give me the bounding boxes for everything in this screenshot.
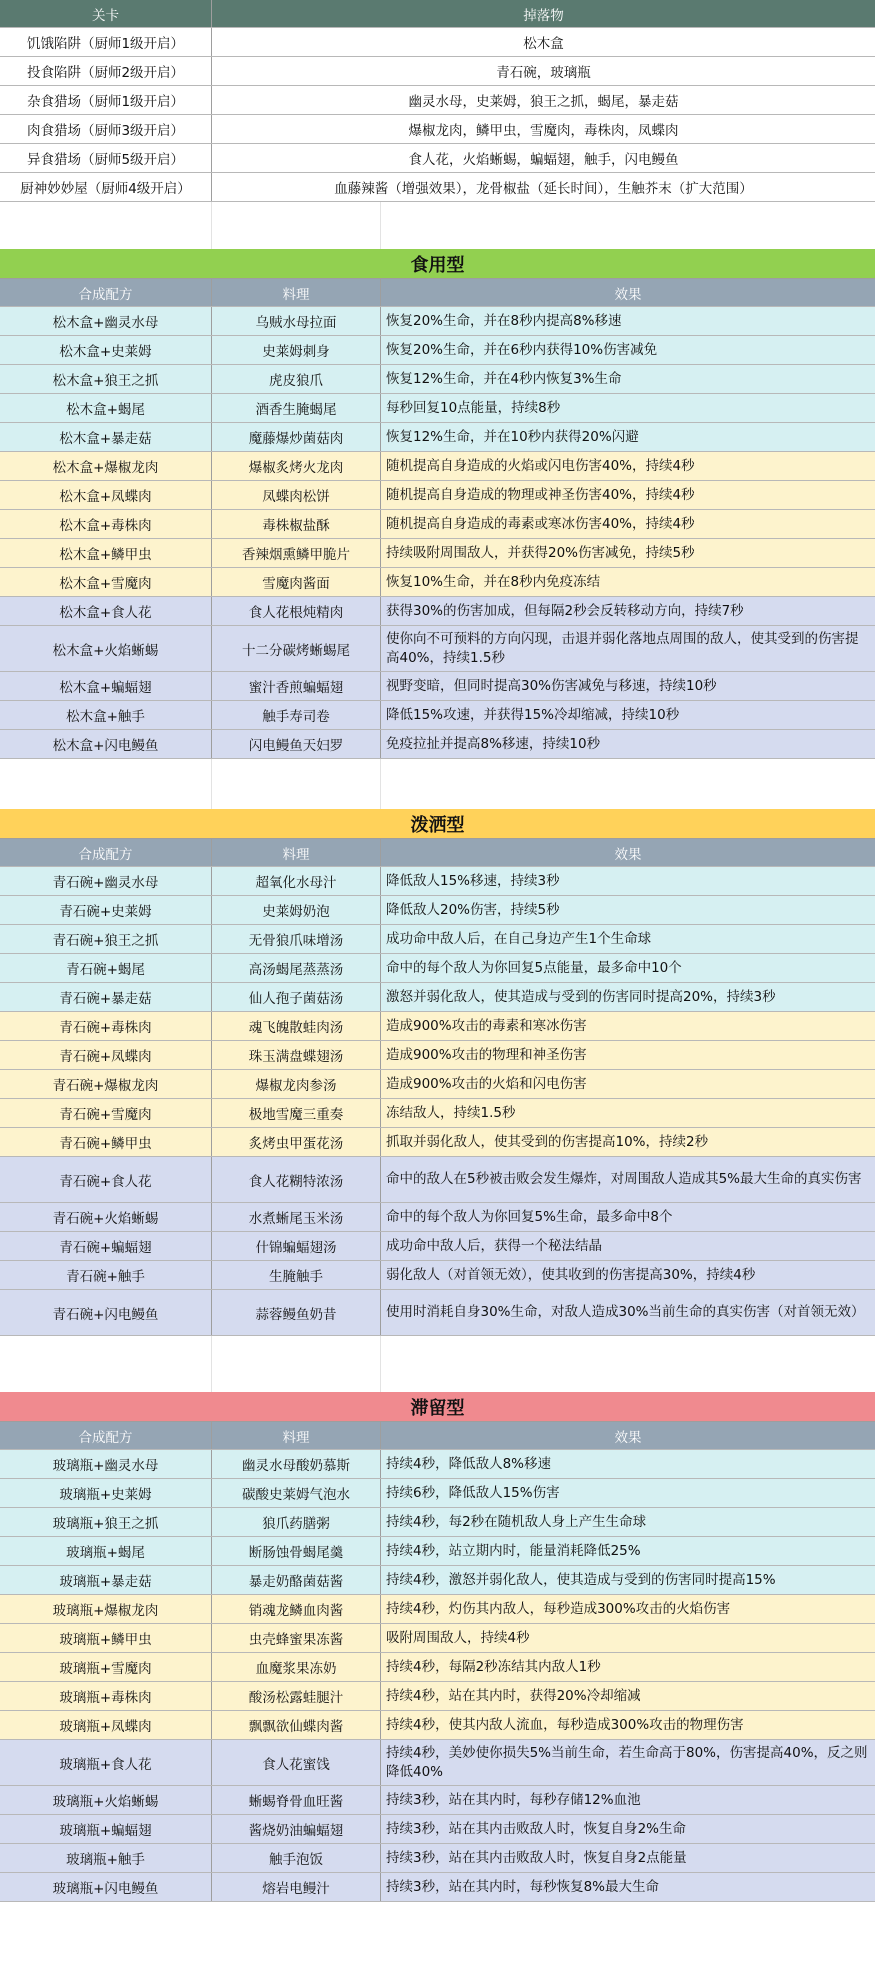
drop-table: [0, 0, 875, 202]
dish-cell: 暴走奶酪菌菇酱: [212, 1566, 381, 1594]
effect-cell: 持续4秒，美妙使你损失5%当前生命，若生命高于80%，伤害提高40%，反之则降低40%: [386, 1744, 868, 1780]
dish-cell: 幽灵水母酸奶慕斯: [212, 1450, 381, 1478]
recipe-cell: 玻璃瓶+蝙蝠翅: [0, 1815, 212, 1843]
recipe-cell: 松木盒+雪魔肉: [0, 568, 212, 596]
recipe-cell: 松木盒+凤蝶肉: [0, 481, 212, 509]
table-row: [0, 1157, 875, 1203]
table-row: [0, 307, 875, 336]
dish-cell: 飘飘欲仙蝶肉酱: [212, 1711, 381, 1739]
spacer: [0, 1336, 875, 1392]
table-row: [0, 423, 875, 452]
dish-cell: 无骨狼爪味增汤: [212, 925, 381, 953]
table-row: [0, 1070, 875, 1099]
dish-cell: 炙烤虫甲蛋花汤: [212, 1128, 381, 1156]
effect-cell: 命中的每个敌人为你回复5点能量，最多命中10个: [386, 959, 682, 976]
dish-cell: 狼爪药膳粥: [212, 1508, 381, 1536]
effect-cell: 恢复12%生命，并在4秒内恢复3%生命: [386, 370, 622, 387]
effect-cell: 持续吸附周围敌人，并获得20%伤害减免，持续5秒: [386, 544, 695, 561]
stage-name: 饥饿陷阱（厨师1级开启）: [0, 28, 212, 56]
recipe-cell: 青石碗+蝎尾: [0, 954, 212, 982]
table-row: [0, 1508, 875, 1537]
recipe-cell: 玻璃瓶+蝎尾: [0, 1537, 212, 1565]
recipe-cell: 青石碗+触手: [0, 1261, 212, 1289]
table-row: [0, 983, 875, 1012]
table-row: [0, 568, 875, 597]
effect-cell: 持续4秒，激怒并弱化敌人，使其造成与受到的伤害同时提高15%: [386, 1571, 776, 1588]
table-row: [0, 115, 875, 144]
dish-cell: 高汤蝎尾蒸蒸汤: [212, 954, 381, 982]
stage-name: 厨神妙妙屋（厨师4级开启）: [0, 173, 212, 201]
stage-name: 投食陷阱（厨师2级开启）: [0, 57, 212, 85]
stage-name: 杂食猎场（厨师1级开启）: [0, 86, 212, 114]
table-row: [0, 1232, 875, 1261]
drop-items: 青石碗，玻璃瓶: [496, 65, 591, 81]
recipe-cell: 玻璃瓶+凤蝶肉: [0, 1711, 212, 1739]
table-row: [0, 1479, 875, 1508]
recipe-cell: 玻璃瓶+雪魔肉: [0, 1653, 212, 1681]
table-row: [0, 481, 875, 510]
header-effect: 效果: [614, 1429, 642, 1446]
dish-cell: 食人花蜜饯: [212, 1740, 381, 1785]
recipe-cell: 松木盒+食人花: [0, 597, 212, 625]
table-row: [0, 925, 875, 954]
header-recipe: 合成配方: [0, 1422, 212, 1449]
recipe-cell: 青石碗+火焰蜥蜴: [0, 1203, 212, 1231]
recipe-cell: 青石碗+狼王之抓: [0, 925, 212, 953]
dish-cell: 生腌触手: [212, 1261, 381, 1289]
stage-name: 肉食猎场（厨师3级开启）: [0, 115, 212, 143]
effect-cell: 持续4秒，降低敌人8%移速: [386, 1455, 552, 1472]
recipe-sections: [0, 249, 875, 1902]
column-header-row: [0, 279, 875, 307]
recipe-cell: 玻璃瓶+史莱姆: [0, 1479, 212, 1507]
dish-cell: 爆椒炙烤火龙肉: [212, 452, 381, 480]
table-row: [0, 1595, 875, 1624]
section-title: 食用型: [0, 249, 875, 279]
effect-cell: 获得30%的伤害加成，但每隔2秒会反转移动方向，持续7秒: [386, 602, 744, 619]
header-effect: 效果: [614, 286, 642, 303]
dish-cell: 虎皮狼爪: [212, 365, 381, 393]
effect-cell: 成功命中敌人后，在自己身边产生1个生命球: [386, 930, 652, 947]
recipe-cell: 松木盒+闪电鳗鱼: [0, 730, 212, 758]
table-row: [0, 1041, 875, 1070]
dish-cell: 雪魔肉酱面: [212, 568, 381, 596]
table-row: [0, 1624, 875, 1653]
effect-cell: 造成900%攻击的火焰和闪电伤害: [386, 1075, 587, 1092]
recipe-cell: 青石碗+毒株肉: [0, 1012, 212, 1040]
table-row: [0, 1653, 875, 1682]
dish-cell: 极地雪魔三重奏: [212, 1099, 381, 1127]
effect-cell: 随机提高自身造成的毒素或寒冰伤害40%，持续4秒: [386, 515, 695, 532]
effect-cell: 持续4秒，站立期内时，能量消耗降低25%: [386, 1542, 641, 1559]
table-row: [0, 1012, 875, 1041]
effect-cell: 恢复20%生命，并在8秒内提高8%移速: [386, 312, 622, 329]
table-row: [0, 510, 875, 539]
recipe-cell: 玻璃瓶+触手: [0, 1844, 212, 1872]
recipe-cell: 松木盒+蝙蝠翅: [0, 672, 212, 700]
recipe-cell: 青石碗+食人花: [0, 1157, 212, 1202]
table-row: [0, 1815, 875, 1844]
recipe-cell: 松木盒+幽灵水母: [0, 307, 212, 335]
dish-cell: 十二分碳烤蜥蜴尾: [212, 626, 381, 671]
recipe-cell: 青石碗+雪魔肉: [0, 1099, 212, 1127]
effect-cell: 降低15%攻速，并获得15%冷却缩减，持续10秒: [386, 706, 680, 723]
dish-cell: 熔岩电鳗汁: [212, 1873, 381, 1901]
recipe-cell: 松木盒+蝎尾: [0, 394, 212, 422]
dish-cell: 什锦蝙蝠翅汤: [212, 1232, 381, 1260]
dish-cell: 断肠蚀骨蝎尾羹: [212, 1537, 381, 1565]
header-recipe: 合成配方: [0, 839, 212, 866]
header-recipe: 合成配方: [0, 279, 212, 306]
dish-cell: 食人花糊特浓汤: [212, 1157, 381, 1202]
effect-cell: 随机提高自身造成的火焰或闪电伤害40%，持续4秒: [386, 457, 695, 474]
effect-cell: 激怒并弱化敌人，使其造成与受到的伤害同时提高20%，持续3秒: [386, 988, 776, 1005]
dish-cell: 史莱姆奶泡: [212, 896, 381, 924]
effect-cell: 持续6秒，降低敌人15%伤害: [386, 1484, 560, 1501]
effect-cell: 造成900%攻击的毒素和寒冰伤害: [386, 1017, 587, 1034]
drop-items: 血藤辣酱（增强效果），龙骨椒盐（延长时间），生触芥末（扩大范围）: [334, 181, 753, 197]
table-row: [0, 539, 875, 568]
effect-cell: 抓取并弱化敌人，使其受到的伤害提高10%，持续2秒: [386, 1133, 709, 1150]
recipe-cell: 松木盒+暴走菇: [0, 423, 212, 451]
table-row: [0, 1128, 875, 1157]
recipe-cell: 玻璃瓶+幽灵水母: [0, 1450, 212, 1478]
spacer: [0, 759, 875, 809]
dish-cell: 触手寿司卷: [212, 701, 381, 729]
recipe-cell: 青石碗+暴走菇: [0, 983, 212, 1011]
recipe-cell: 青石碗+爆椒龙肉: [0, 1070, 212, 1098]
dish-cell: 虫壳蜂蜜果冻酱: [212, 1624, 381, 1652]
recipe-cell: 玻璃瓶+狼王之抓: [0, 1508, 212, 1536]
spacer: [0, 202, 875, 249]
table-row: [0, 1537, 875, 1566]
drop-items: 松木盒: [523, 36, 564, 52]
table-row: [0, 867, 875, 896]
effect-cell: 吸附周围敌人，持续4秒: [386, 1629, 530, 1646]
table-row: [0, 1682, 875, 1711]
drop-items: 幽灵水母，史莱姆，狼王之抓，蝎尾，暴走菇: [408, 94, 679, 110]
table-row: [0, 1740, 875, 1786]
header-effect: 效果: [614, 846, 642, 863]
table-row: [0, 86, 875, 115]
recipe-cell: 松木盒+火焰蜥蜴: [0, 626, 212, 671]
recipe-cell: 玻璃瓶+火焰蜥蜴: [0, 1786, 212, 1814]
effect-cell: 持续4秒，使其内敌人流血，每秒造成300%攻击的物理伤害: [386, 1716, 744, 1733]
dish-cell: 水煮蜥尾玉米汤: [212, 1203, 381, 1231]
effect-cell: 降低敌人20%伤害，持续5秒: [386, 901, 560, 918]
table-row: [0, 1844, 875, 1873]
table-row: [0, 1450, 875, 1479]
recipe-cell: 玻璃瓶+爆椒龙肉: [0, 1595, 212, 1623]
dish-cell: 酱烧奶油蝙蝠翅: [212, 1815, 381, 1843]
table-row: [0, 626, 875, 672]
effect-cell: 持续4秒，每2秒在随机敌人身上产生生命球: [386, 1513, 647, 1530]
recipe-cell: 青石碗+凤蝶肉: [0, 1041, 212, 1069]
column-header-row: [0, 1422, 875, 1450]
effect-cell: 每秒回复10点能量，持续8秒: [386, 399, 561, 416]
table-row: [0, 1873, 875, 1902]
effect-cell: 持续3秒，站在其内击败敌人时，恢复自身2%生命: [386, 1820, 687, 1837]
column-header-row: [0, 839, 875, 867]
table-row: [0, 1099, 875, 1128]
header-dish: 料理: [212, 279, 381, 306]
header-stage: 关卡: [0, 0, 212, 27]
table-row: [0, 1203, 875, 1232]
effect-cell: 恢复20%生命，并在6秒内获得10%伤害减免: [386, 341, 658, 358]
table-row: [0, 1711, 875, 1740]
dish-cell: 爆椒龙肉参汤: [212, 1070, 381, 1098]
dish-cell: 仙人孢子菌菇汤: [212, 983, 381, 1011]
dish-cell: 碳酸史莱姆气泡水: [212, 1479, 381, 1507]
dish-cell: 血魔浆果冻奶: [212, 1653, 381, 1681]
header-dish: 料理: [212, 839, 381, 866]
table-row: [0, 365, 875, 394]
dish-cell: 超氧化水母汁: [212, 867, 381, 895]
effect-cell: 造成900%攻击的物理和神圣伤害: [386, 1046, 587, 1063]
table-row: [0, 173, 875, 202]
dish-cell: 凤蝶肉松饼: [212, 481, 381, 509]
recipe-cell: 玻璃瓶+食人花: [0, 1740, 212, 1785]
effect-cell: 视野变暗，但同时提高30%伤害减免与移速，持续10秒: [386, 677, 717, 694]
recipe-cell: 松木盒+触手: [0, 701, 212, 729]
stage-name: 异食猎场（厨师5级开启）: [0, 144, 212, 172]
table-row: [0, 597, 875, 626]
table-row: [0, 1566, 875, 1595]
dish-cell: 蜥蜴脊骨血旺酱: [212, 1786, 381, 1814]
linger-type-section: [0, 1392, 875, 1902]
effect-cell: 弱化敌人（对首领无效），使其收到的伤害提高30%，持续4秒: [386, 1266, 756, 1283]
table-row: [0, 57, 875, 86]
recipe-cell: 玻璃瓶+暴走菇: [0, 1566, 212, 1594]
dish-cell: 酸汤松露蛙腿汁: [212, 1682, 381, 1710]
dish-cell: 史莱姆刺身: [212, 336, 381, 364]
header-dish: 料理: [212, 1422, 381, 1449]
table-row: [0, 336, 875, 365]
effect-cell: 免疫拉扯并提高8%移速，持续10秒: [386, 735, 601, 752]
effect-cell: 持续3秒，站在其内时，每秒恢复8%最大生命: [386, 1878, 660, 1895]
effect-cell: 使用时消耗自身30%生命，对敌人造成30%当前生命的真实伤害（对首领无效）: [386, 1304, 865, 1320]
recipe-cell: 玻璃瓶+毒株肉: [0, 1682, 212, 1710]
effect-cell: 命中的每个敌人为你回复5%生命，最多命中8个: [386, 1208, 673, 1225]
effect-cell: 降低敌人15%移速，持续3秒: [386, 872, 560, 889]
dish-cell: 珠玉满盘蝶翅汤: [212, 1041, 381, 1069]
recipe-cell: 青石碗+幽灵水母: [0, 867, 212, 895]
dish-cell: 闪电鳗鱼天妇罗: [212, 730, 381, 758]
recipe-cell: 松木盒+鳞甲虫: [0, 539, 212, 567]
table-row: [0, 730, 875, 759]
dish-cell: 酒香生腌蝎尾: [212, 394, 381, 422]
effect-cell: 持续4秒，每隔2秒冻结其内敌人1秒: [386, 1658, 601, 1675]
section-title: 滞留型: [0, 1392, 875, 1422]
effect-cell: 成功命中敌人后，获得一个秘法结晶: [386, 1237, 602, 1254]
effect-cell: 持续3秒，站在其内时，每秒存储12%血池: [386, 1791, 641, 1808]
recipe-cell: 玻璃瓶+闪电鳗鱼: [0, 1873, 212, 1901]
dish-cell: 蒜蓉鳗鱼奶昔: [212, 1290, 381, 1335]
table-row: [0, 394, 875, 423]
dish-cell: 毒株椒盐酥: [212, 510, 381, 538]
recipe-cell: 松木盒+史莱姆: [0, 336, 212, 364]
dish-cell: 魔藤爆炒菌菇肉: [212, 423, 381, 451]
table-row: [0, 701, 875, 730]
dish-cell: 销魂龙鳞血肉酱: [212, 1595, 381, 1623]
recipe-cell: 青石碗+史莱姆: [0, 896, 212, 924]
table-row: [0, 144, 875, 173]
dish-cell: 乌贼水母拉面: [212, 307, 381, 335]
effect-cell: 持续4秒，灼伤其内敌人，每秒造成300%攻击的火焰伤害: [386, 1600, 731, 1617]
effect-cell: 恢复12%生命，并在10秒内获得20%闪避: [386, 428, 639, 445]
table-row: [0, 1290, 875, 1336]
table-row: [0, 452, 875, 481]
effect-cell: 恢复10%生命，并在8秒内免疫冻结: [386, 573, 601, 590]
dish-cell: 魂飞魄散蛙肉汤: [212, 1012, 381, 1040]
recipe-cell: 松木盒+狼王之抓: [0, 365, 212, 393]
recipe-cell: 玻璃瓶+鳞甲虫: [0, 1624, 212, 1652]
effect-cell: 使你向不可预料的方向闪现，击退并弱化落地点周围的敌人，使其受到的伤害提高40%，持续1.5秒: [386, 630, 859, 666]
effect-cell: 命中的敌人在5秒被击败会发生爆炸，对周围敌人造成其5%最大生命的真实伤害: [386, 1171, 862, 1187]
table-row: [0, 672, 875, 701]
dish-cell: 食人花根炖精肉: [212, 597, 381, 625]
dish-cell: 香辣烟熏鳞甲脆片: [212, 539, 381, 567]
header-drops: 掉落物: [523, 7, 564, 24]
effect-cell: 持续3秒，站在其内击败敌人时，恢复自身2点能量: [386, 1849, 687, 1866]
drop-items: 爆椒龙肉，鳞甲虫，雪魔肉，毒株肉，凤蝶肉: [408, 123, 679, 139]
splash-type-section: [0, 809, 875, 1336]
recipe-cell: 青石碗+闪电鳗鱼: [0, 1290, 212, 1335]
dish-cell: 蜜汁香煎蝙蝠翅: [212, 672, 381, 700]
table-row: [0, 1786, 875, 1815]
effect-cell: 随机提高自身造成的物理或神圣伤害40%，持续4秒: [386, 486, 695, 503]
drop-items: 食人花，火焰蜥蜴，蝙蝠翅，触手，闪电鳗鱼: [408, 152, 679, 168]
effect-cell: 冻结敌人，持续1.5秒: [386, 1104, 516, 1121]
food-type-section: [0, 249, 875, 759]
drop-table-header: [0, 0, 875, 28]
recipe-cell: 青石碗+蝙蝠翅: [0, 1232, 212, 1260]
table-row: [0, 954, 875, 983]
table-row: [0, 896, 875, 925]
dish-cell: 触手泡饭: [212, 1844, 381, 1872]
recipe-cell: 松木盒+爆椒龙肉: [0, 452, 212, 480]
recipe-cell: 青石碗+鳞甲虫: [0, 1128, 212, 1156]
effect-cell: 持续4秒，站在其内时，获得20%冷却缩减: [386, 1687, 641, 1704]
section-title: 泼洒型: [0, 809, 875, 839]
recipe-cell: 松木盒+毒株肉: [0, 510, 212, 538]
table-row: [0, 28, 875, 57]
table-row: [0, 1261, 875, 1290]
